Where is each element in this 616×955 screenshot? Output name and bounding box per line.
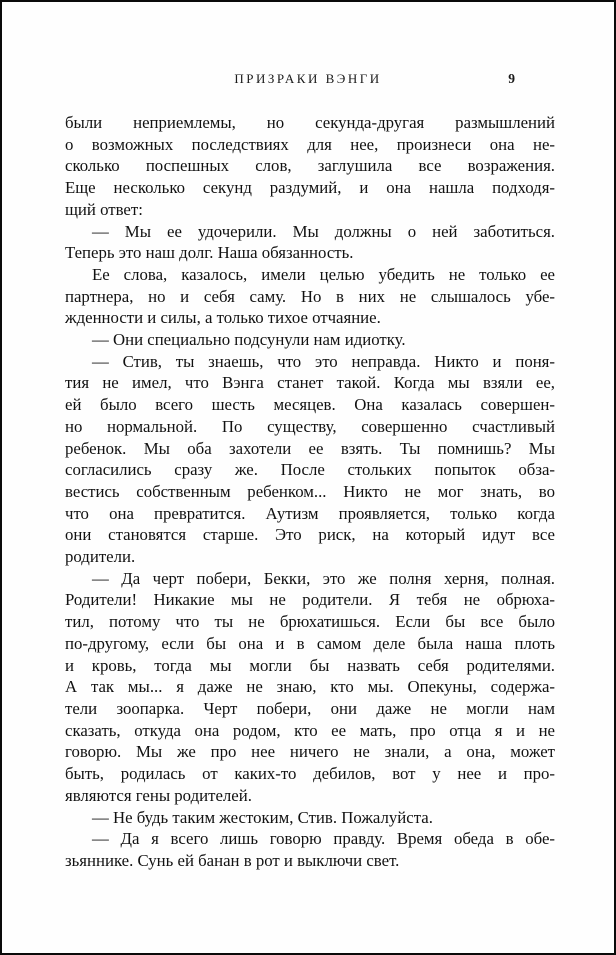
text-line: жденности и силы, а только тихое отчаяние. xyxy=(65,308,381,328)
text-line: по-другому, если бы она и в самом деле была наша плоть xyxy=(65,633,555,653)
text-line: быть, родилась от каких-то дебилов, вот у нее и про- xyxy=(65,764,555,784)
text-block xyxy=(65,112,555,872)
text-line: Еще несколько секунд раздумий, и она нашла подходя- xyxy=(65,178,555,198)
text-line: являются гены родителей. xyxy=(65,785,252,805)
text-line: Теперь это наш долг. Наша обязанность. xyxy=(65,243,354,263)
text-line: тели зоопарка. Черт побери, они даже не могли нам xyxy=(65,698,555,718)
running-title: ПРИЗРАКИ ВЭНГИ xyxy=(234,71,382,86)
text-line: о возможных последствиях для нее, произнеси она не- xyxy=(65,134,555,154)
page-header xyxy=(65,71,551,91)
text-line: зьяннике. Сунь ей банан в рот и выключи свет. xyxy=(65,850,400,870)
text-line: и кровь, тогда мы могли бы назвать себя родителями. xyxy=(65,655,555,675)
text-line: — Да я всего лишь говорю правду. Время обеда в обе- xyxy=(92,829,555,849)
text-line: — Стив, ты знаешь, что это неправда. Никто и поня- xyxy=(92,351,555,371)
text-line: тия не имел, что Вэнга станет такой. Когда мы взяли ее, xyxy=(65,373,555,393)
text-line: — Не будь таким жестоким, Стив. Пожалуйста. xyxy=(92,807,433,827)
text-line: — Да черт побери, Бекки, это же полня херня, полная. xyxy=(92,568,555,588)
page-number: 9 xyxy=(508,71,515,86)
text-line: тил, потому что ты не брюхатишься. Если бы все было xyxy=(65,612,555,632)
text-line: щий ответ: xyxy=(65,199,143,219)
text-line: говорю. Мы же про нее ничего не знали, а она, может xyxy=(65,742,555,762)
text-line: А так мы... я даже не знаю, кто мы. Опекуны, содержа- xyxy=(65,677,555,697)
text-line: они становятся старше. Это риск, на который идут все xyxy=(65,525,555,545)
text-line: были неприемлемы, но секунда-другая размышлений xyxy=(65,113,555,132)
text-line: ей было всего шесть месяцев. Она казалась совершен- xyxy=(65,395,555,415)
text-line: партнера, но и себя саму. Но в них не слышалось убе- xyxy=(65,286,555,306)
text-line: родители. xyxy=(65,547,136,567)
text-line: но нормальной. По существу, совершенно счастливый xyxy=(65,416,555,436)
text-line: Родители! Никакие мы не родители. Я тебя не обрюха- xyxy=(65,590,555,610)
text-line: — Мы ее удочерили. Мы должны о ней заботиться. xyxy=(92,221,555,241)
text-line: согласились сразу же. После стольких попыток обза- xyxy=(65,460,555,480)
text-line: сколько поспешных слов, заглушила все возражения. xyxy=(65,156,555,176)
text-line: — Они специально подсунули нам идиотку. xyxy=(92,330,406,350)
text-line: ребенок. Мы оба захотели ее взять. Ты помнишь? Мы xyxy=(65,438,555,458)
text-line: что она превратится. Аутизм проявляется, только когда xyxy=(65,503,555,523)
text-line: сказать, откуда она родом, кто ее мать, про отца я и не xyxy=(65,720,555,740)
text-line: Ее слова, казалось, имели целью убедить не только ее xyxy=(92,264,555,284)
text-line: вестись собственным ребенком... Никто не мог знать, во xyxy=(65,481,555,501)
